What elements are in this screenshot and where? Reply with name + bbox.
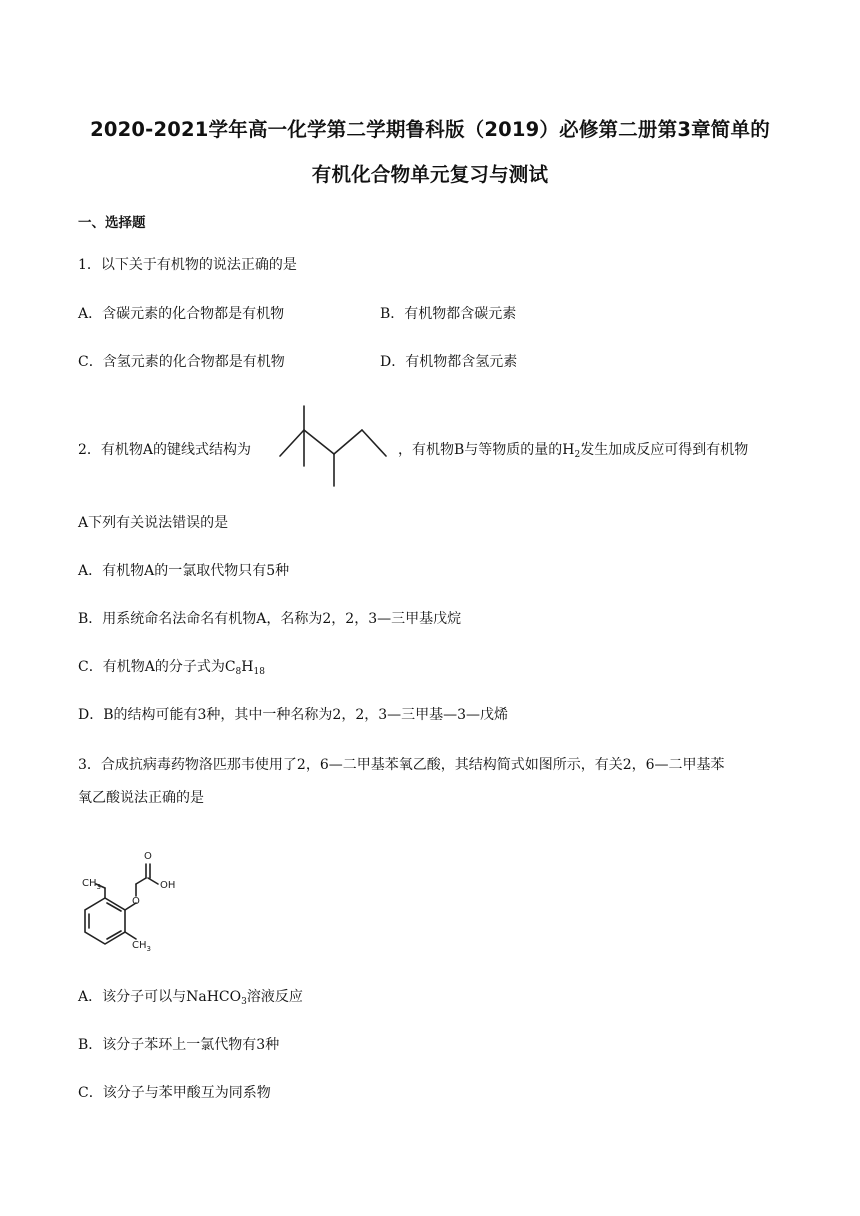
q2-option-d: D．B的结构可能有3种，其中一种名称为2，2，3—三甲基—3—戊烯 <box>78 707 509 723</box>
q1-option-c: C．含氢元素的化合物都是有机物 <box>78 354 285 370</box>
document-title-line-1: 2020-2021学年高一化学第二学期鲁科版（2019）必修第二册第3章简单的 <box>90 118 770 141</box>
label-methyl-top: $CH_3$ <box>82 878 101 891</box>
q3-option-b: B．该分子苯环上一氯代物有3种 <box>78 1037 280 1053</box>
q3-stem-line-2: 氧乙酸说法正确的是 <box>78 790 204 806</box>
skeletal-structure-a <box>278 404 390 488</box>
q2-stem-second-line: A下列有关说法错误的是 <box>78 515 229 531</box>
label-carbonyl-oxygen: O <box>144 851 152 862</box>
label-methyl-bottom: $CH_3$ <box>132 940 151 953</box>
q3-option-a: A．该分子可以与NaHCO$_3$溶液反应 <box>78 989 303 1007</box>
q1-option-a: A．含碳元素的化合物都是有机物 <box>78 306 285 322</box>
q2-stem-start: 2．有机物A的键线式结构为 <box>78 442 252 458</box>
q2-stem-continued: ，有机物B与等物质的量的$H_2$发生加成反应可得到有机物 <box>398 442 749 460</box>
q1-option-b: B．有机物都含碳元素 <box>380 306 517 322</box>
q2-option-c: C．有机物A的分子式为$C_8H_{18}$ <box>78 659 265 677</box>
document-title-line-2: 有机化合物单元复习与测试 <box>311 163 549 186</box>
label-ether-oxygen: O <box>132 896 140 907</box>
q3-stem-line-1: 3．合成抗病毒药物洛匹那韦使用了2，6—二甲基苯氧乙酸，其结构简式如图所示，有关2，6—二甲基苯 <box>78 757 725 773</box>
q2-option-a: A．有机物A的一氯取代物只有5种 <box>78 563 290 579</box>
q1-option-d: D．有机物都含氢元素 <box>380 354 518 370</box>
label-hydroxyl: OH <box>160 880 176 891</box>
q1-stem: 1．以下关于有机物的说法正确的是 <box>78 257 297 273</box>
section-heading: 一、选择题 <box>78 215 146 231</box>
q3-option-c: C．该分子与苯甲酸互为同系物 <box>78 1085 271 1101</box>
structure-dimethylphenoxyacetic-acid <box>80 848 190 952</box>
q2-option-b: B．用系统命名法命名有机物A，名称为2，2，3—三甲基戊烷 <box>78 611 462 627</box>
